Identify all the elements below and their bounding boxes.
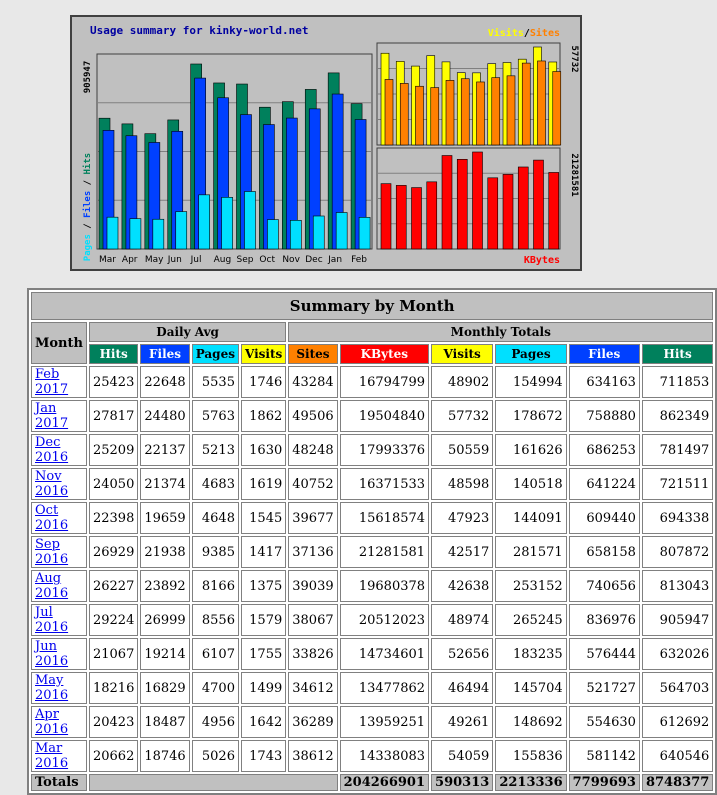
cell-visits: 54059 [431, 740, 493, 772]
cell-visits: 57732 [431, 400, 493, 432]
table-row [31, 706, 713, 738]
cell-d-pages: 8166 [192, 570, 239, 602]
cell-d-pages: 6107 [192, 638, 239, 670]
cell-visits: 48902 [431, 366, 493, 398]
month-tick-label: Dec [305, 255, 323, 265]
totals-pages: 2213336 [495, 774, 566, 791]
bar-sites [492, 78, 500, 145]
month-link[interactable]: Jul 2016 [35, 605, 69, 635]
month-link[interactable]: Jun 2016 [35, 639, 69, 669]
month-cell [31, 502, 87, 534]
cell-visits: 50559 [431, 434, 493, 466]
cell-d-hits: 20662 [89, 740, 138, 772]
cell-d-visits: 1545 [241, 502, 286, 534]
cell-kbytes: 16794799 [340, 366, 429, 398]
bar-pages [313, 216, 324, 249]
table-row [31, 638, 713, 670]
month-tick-label: Nov [282, 255, 300, 265]
cell-hits: 612692 [642, 706, 713, 738]
totals-kbytes: 204266901 [340, 774, 429, 791]
cell-sites: 49506 [288, 400, 337, 432]
cell-visits: 42517 [431, 536, 493, 568]
bar-sites [553, 72, 561, 145]
cell-kbytes: 20512023 [340, 604, 429, 636]
month-cell [31, 740, 87, 772]
cell-kbytes: 17993376 [340, 434, 429, 466]
cell-hits: 813043 [642, 570, 713, 602]
visits-sites-legend: Visits/Sites [487, 28, 560, 39]
cell-d-hits: 20423 [89, 706, 138, 738]
month-cell [31, 366, 87, 398]
cell-d-visits: 1579 [241, 604, 286, 636]
bar-sites [538, 61, 546, 145]
cell-files: 581142 [569, 740, 640, 772]
cell-visits: 49261 [431, 706, 493, 738]
month-tick-label: May [144, 255, 164, 265]
table-row [31, 468, 713, 500]
totals-blank [89, 774, 338, 791]
cell-files: 641224 [569, 468, 640, 500]
month-tick-label: Feb [351, 255, 368, 265]
col-pages: Pages [495, 344, 566, 364]
cell-visits: 48598 [431, 468, 493, 500]
bar-pages [107, 217, 118, 249]
month-link[interactable]: Oct 2016 [35, 503, 69, 533]
cell-d-visits: 1743 [241, 740, 286, 772]
month-tick-label: Jun [167, 255, 182, 265]
cell-hits: 564703 [642, 672, 713, 704]
cell-d-pages: 5213 [192, 434, 239, 466]
cell-pages: 154994 [495, 366, 566, 398]
cell-hits: 694338 [642, 502, 713, 534]
totals-files: 7799693 [569, 774, 640, 791]
cell-d-files: 18487 [140, 706, 189, 738]
month-cell [31, 468, 87, 500]
cell-d-pages: 4700 [192, 672, 239, 704]
cell-files: 521727 [569, 672, 640, 704]
visits-axis-max: 57732 [569, 45, 579, 73]
cell-d-files: 19659 [140, 502, 189, 534]
month-tick-label: Jul [190, 255, 202, 265]
cell-hits: 905947 [642, 604, 713, 636]
cell-kbytes: 19680378 [340, 570, 429, 602]
bar-pages [290, 220, 301, 249]
month-tick-label: Aug [213, 255, 232, 265]
cell-pages: 155836 [495, 740, 566, 772]
cell-sites: 43284 [288, 366, 337, 398]
col-hits: Hits [642, 344, 713, 364]
cell-pages: 253152 [495, 570, 566, 602]
totals-visits: 590313 [431, 774, 493, 791]
col-daily-pages: Pages [192, 344, 239, 364]
kbytes-axis-max: 21281581 [569, 153, 579, 197]
cell-d-visits: 1630 [241, 434, 286, 466]
bar-pages [245, 192, 256, 249]
cell-d-visits: 1417 [241, 536, 286, 568]
cell-d-files: 24480 [140, 400, 189, 432]
bar-kbytes [503, 174, 513, 249]
cell-d-visits: 1619 [241, 468, 286, 500]
month-link[interactable]: Nov 2016 [35, 469, 69, 499]
bar-pages [336, 213, 347, 249]
bar-kbytes [549, 172, 559, 249]
table-row [31, 672, 713, 704]
usage-chart [72, 17, 580, 269]
cell-visits: 48974 [431, 604, 493, 636]
cell-pages: 178672 [495, 400, 566, 432]
bar-sites [446, 80, 454, 145]
table-row [31, 400, 713, 432]
cell-pages: 161626 [495, 434, 566, 466]
cell-hits: 862349 [642, 400, 713, 432]
cell-d-hits: 27817 [89, 400, 138, 432]
cell-files: 634163 [569, 366, 640, 398]
usage-graph [70, 15, 582, 271]
cell-d-visits: 1642 [241, 706, 286, 738]
month-cell [31, 706, 87, 738]
cell-visits: 42638 [431, 570, 493, 602]
cell-sites: 48248 [288, 434, 337, 466]
cell-d-hits: 26227 [89, 570, 138, 602]
cell-d-hits: 26929 [89, 536, 138, 568]
table-row [31, 434, 713, 466]
month-link[interactable]: Dec 2016 [35, 435, 69, 465]
summary-table [27, 288, 717, 795]
cell-d-visits: 1862 [241, 400, 286, 432]
cell-hits: 781497 [642, 434, 713, 466]
bar-pages [176, 212, 187, 249]
cell-kbytes: 16371533 [340, 468, 429, 500]
cell-files: 554630 [569, 706, 640, 738]
cell-kbytes: 21281581 [340, 536, 429, 568]
cell-sites: 33826 [288, 638, 337, 670]
cell-d-files: 21938 [140, 536, 189, 568]
bar-sites [461, 79, 469, 145]
month-tick-label: Oct [259, 255, 275, 265]
cell-d-hits: 21067 [89, 638, 138, 670]
cell-sites: 39677 [288, 502, 337, 534]
cell-d-files: 26999 [140, 604, 189, 636]
bar-kbytes [488, 178, 498, 249]
bar-sites [400, 83, 408, 145]
month-tick-label: Mar [99, 255, 116, 265]
totals-row [31, 774, 713, 791]
month-cell [31, 536, 87, 568]
cell-d-pages: 8556 [192, 604, 239, 636]
cell-pages: 148692 [495, 706, 566, 738]
cell-pages: 144091 [495, 502, 566, 534]
cell-d-files: 16829 [140, 672, 189, 704]
bar-sites [431, 88, 439, 145]
month-cell [31, 434, 87, 466]
month-link[interactable]: Mar 2016 [35, 741, 69, 771]
cell-d-visits: 1746 [241, 366, 286, 398]
cell-sites: 37136 [288, 536, 337, 568]
month-cell [31, 570, 87, 602]
cell-kbytes: 15618574 [340, 502, 429, 534]
cell-sites: 38067 [288, 604, 337, 636]
month-link[interactable]: Jan 2017 [35, 401, 69, 431]
table-row [31, 536, 713, 568]
month-tick-label: Apr [121, 255, 138, 265]
table-title: Summary by Month [31, 292, 713, 320]
col-sites: Sites [288, 344, 337, 364]
table-row [31, 570, 713, 602]
month-cell [31, 672, 87, 704]
month-link[interactable]: May 2016 [35, 673, 69, 703]
month-cell [31, 604, 87, 636]
cell-kbytes: 13477862 [340, 672, 429, 704]
month-tick-label: Jan [328, 255, 343, 265]
cell-d-hits: 25423 [89, 366, 138, 398]
table-row [31, 740, 713, 772]
cell-sites: 38612 [288, 740, 337, 772]
bar-sites [477, 82, 485, 145]
cell-sites: 39039 [288, 570, 337, 602]
cell-kbytes: 13959251 [340, 706, 429, 738]
cell-pages: 183235 [495, 638, 566, 670]
bar-kbytes [518, 167, 528, 249]
cell-d-pages: 4683 [192, 468, 239, 500]
cell-d-files: 18746 [140, 740, 189, 772]
month-tick-label: Sep [236, 255, 254, 265]
cell-d-pages: 4648 [192, 502, 239, 534]
bar-sites [522, 63, 530, 145]
cell-pages: 140518 [495, 468, 566, 500]
cell-d-visits: 1375 [241, 570, 286, 602]
month-link[interactable]: Feb 2017 [35, 367, 69, 397]
col-daily-files: Files [140, 344, 189, 364]
cell-d-visits: 1755 [241, 638, 286, 670]
bar-kbytes [457, 159, 467, 249]
cell-visits: 46494 [431, 672, 493, 704]
bar-kbytes [381, 184, 391, 249]
bar-kbytes [442, 156, 452, 249]
cell-hits: 807872 [642, 536, 713, 568]
cell-visits: 52656 [431, 638, 493, 670]
cell-files: 576444 [569, 638, 640, 670]
bar-kbytes [412, 188, 422, 249]
cell-hits: 632026 [642, 638, 713, 670]
cell-files: 836976 [569, 604, 640, 636]
bar-pages [222, 197, 233, 249]
cell-hits: 721511 [642, 468, 713, 500]
cell-d-hits: 18216 [89, 672, 138, 704]
bar-pages [153, 219, 164, 249]
cell-d-pages: 4956 [192, 706, 239, 738]
col-daily-visits: Visits [241, 344, 286, 364]
cell-d-hits: 22398 [89, 502, 138, 534]
cell-d-pages: 5763 [192, 400, 239, 432]
cell-visits: 47923 [431, 502, 493, 534]
cell-d-hits: 24050 [89, 468, 138, 500]
left-axis-max: 905947 [83, 60, 93, 94]
cell-d-files: 21374 [140, 468, 189, 500]
table-row [31, 502, 713, 534]
cell-sites: 36289 [288, 706, 337, 738]
cell-kbytes: 19504840 [340, 400, 429, 432]
cell-files: 609440 [569, 502, 640, 534]
monthly-totals-header: Monthly Totals [288, 322, 713, 342]
month-link[interactable]: Apr 2016 [35, 707, 69, 737]
col-daily-hits: Hits [89, 344, 138, 364]
bar-pages [359, 217, 370, 249]
totals-hits: 8748377 [642, 774, 713, 791]
bar-kbytes [396, 185, 406, 249]
bar-kbytes [534, 160, 544, 249]
month-cell [31, 638, 87, 670]
bar-sites [507, 76, 515, 145]
left-legend: Pages / Files / Hits [83, 152, 93, 262]
month-link[interactable]: Aug 2016 [35, 571, 69, 601]
kbytes-legend: KBytes [523, 255, 560, 266]
cell-d-pages: 5535 [192, 366, 239, 398]
month-header: Month [31, 322, 87, 364]
cell-d-pages: 9385 [192, 536, 239, 568]
cell-kbytes: 14734601 [340, 638, 429, 670]
cell-d-hits: 29224 [89, 604, 138, 636]
cell-d-hits: 25209 [89, 434, 138, 466]
cell-files: 686253 [569, 434, 640, 466]
cell-files: 740656 [569, 570, 640, 602]
bar-sites [416, 86, 424, 145]
cell-sites: 40752 [288, 468, 337, 500]
bar-kbytes [427, 182, 437, 249]
col-kbytes: KBytes [340, 344, 429, 364]
cell-d-files: 23892 [140, 570, 189, 602]
cell-d-files: 22137 [140, 434, 189, 466]
cell-hits: 640546 [642, 740, 713, 772]
col-visits: Visits [431, 344, 493, 364]
cell-pages: 281571 [495, 536, 566, 568]
bar-sites [385, 79, 393, 145]
cell-pages: 265245 [495, 604, 566, 636]
table-row [31, 604, 713, 636]
cell-d-files: 19214 [140, 638, 189, 670]
totals-label: Totals [31, 774, 87, 791]
cell-files: 758880 [569, 400, 640, 432]
cell-kbytes: 14338083 [340, 740, 429, 772]
cell-pages: 145704 [495, 672, 566, 704]
cell-files: 658158 [569, 536, 640, 568]
bar-kbytes [473, 152, 483, 249]
bar-pages [267, 220, 278, 249]
cell-d-pages: 5026 [192, 740, 239, 772]
month-link[interactable]: Sep 2016 [35, 537, 69, 567]
cell-sites: 34612 [288, 672, 337, 704]
col-files: Files [569, 344, 640, 364]
bar-pages [130, 219, 141, 249]
month-cell [31, 400, 87, 432]
daily-avg-header: Daily Avg [89, 322, 286, 342]
cell-d-files: 22648 [140, 366, 189, 398]
cell-hits: 711853 [642, 366, 713, 398]
table-row [31, 366, 713, 398]
cell-d-visits: 1499 [241, 672, 286, 704]
bar-pages [199, 195, 210, 249]
chart-title: Usage summary for kinky-world.net [90, 24, 309, 37]
